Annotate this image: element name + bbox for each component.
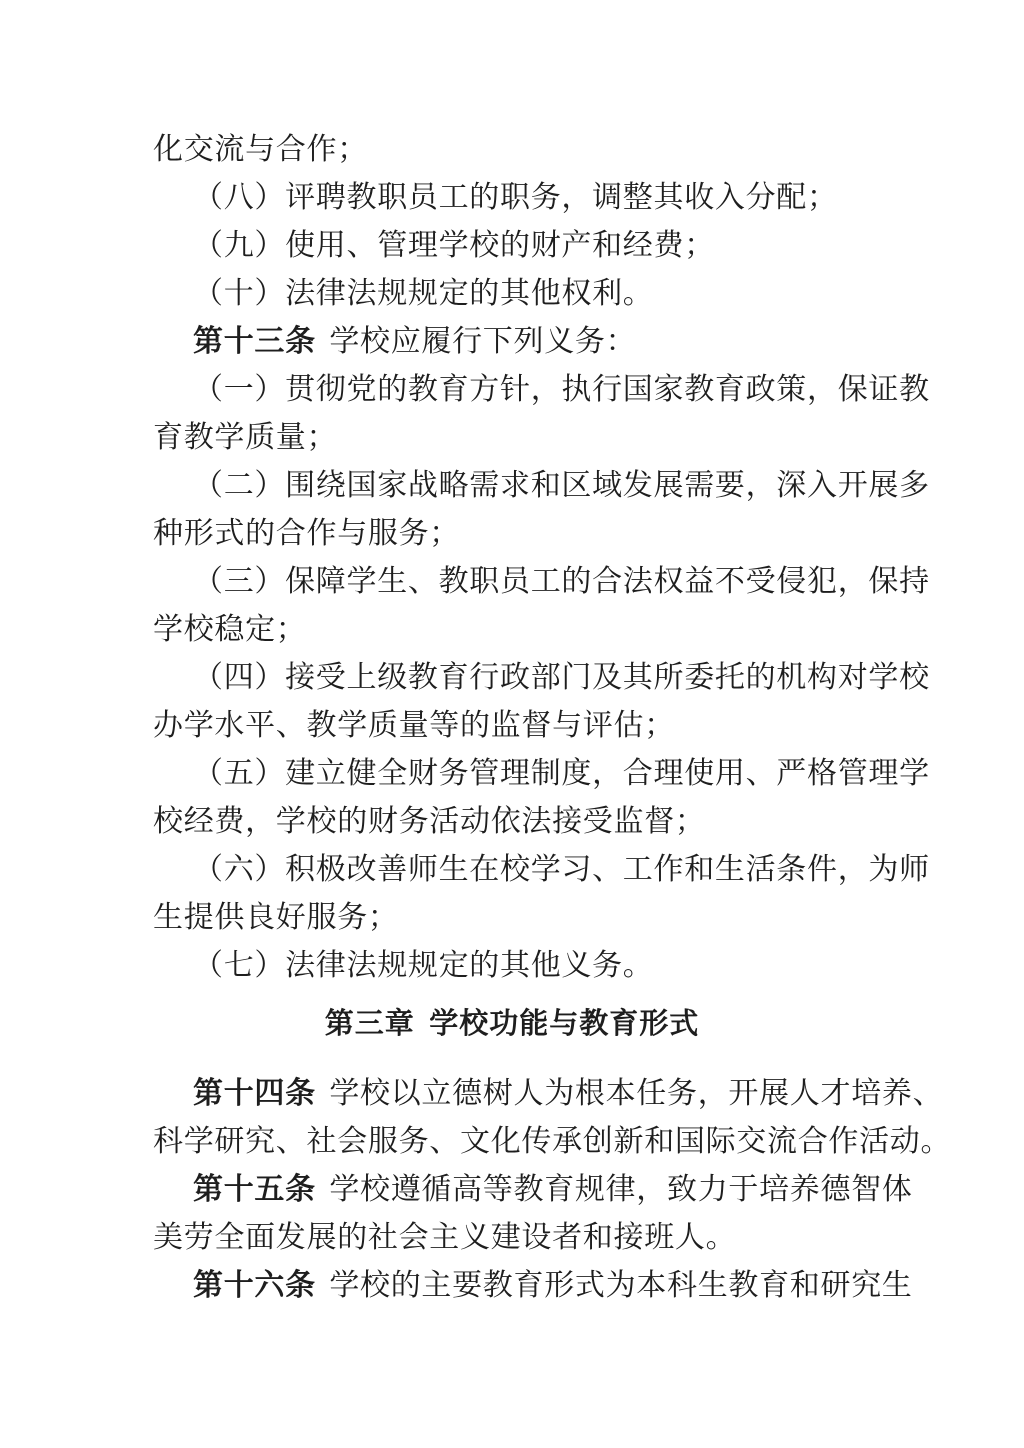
article-line [153,1166,933,1214]
list-item-line: （七）法律法规规定的其他义务。 [193,949,654,982]
list-item-line: （一）贯彻党的教育方针，执行国家教育政策，保证教 [193,373,930,406]
list-item-line: （八）评聘教职员工的职务，调整其收入分配； [193,181,838,214]
text-line: 学校稳定； [153,613,307,646]
list-item-line: （二）围绕国家战略需求和区域发展需要，深入开展多 [193,469,930,502]
list-item-line: （三）保障学生、教职员工的合法权益不受侵犯，保持 [193,565,930,598]
article-line [153,1262,933,1310]
article-line [153,1070,944,1118]
list-item-line: （九）使用、管理学校的财产和经费； [193,229,715,262]
document-text-block [153,126,952,1310]
article-text: 学校以立德树人为根本任务，开展人才培养、 [329,1077,944,1110]
article-line [153,318,933,366]
article-text: 学校的主要教育形式为本科生教育和研究生 [329,1269,913,1302]
article-number: 第十四条 [193,1077,316,1110]
text-line: 化交流与合作； [153,133,368,166]
article-text: 学校遵循高等教育规律，致力于培养德智体 [329,1173,913,1206]
article-number: 第十五条 [193,1173,316,1206]
chapter-number: 第三章 [324,1008,415,1040]
article-number: 第十三条 [193,325,316,358]
text-line: 育教学质量； [153,421,338,454]
list-item-line: （四）接受上级教育行政部门及其所委托的机构对学校 [193,661,930,694]
text-line: 办学水平、教学质量等的监督与评估； [153,709,675,742]
text-line: 美劳全面发展的社会主义建设者和接班人。 [153,1221,737,1254]
list-item-line: （十）法律法规规定的其他权利。 [193,277,654,310]
text-line: 校经费，学校的财务活动依法接受监督； [153,805,706,838]
article-text: 学校应履行下列义务： [329,325,637,358]
text-line: 科学研究、社会服务、文化传承创新和国际交流合作活动。 [153,1125,952,1158]
list-item-line: （五）建立健全财务管理制度，合理使用、严格管理学 [193,757,930,790]
chapter-title: 学校功能与教育形式 [429,1008,700,1040]
list-item-line: （六）积极改善师生在校学习、工作和生活条件，为师 [193,853,930,886]
chapter-heading [0,1000,1024,1048]
article-number: 第十六条 [193,1269,316,1302]
text-line: 种形式的合作与服务； [153,517,460,550]
text-line: 生提供良好服务； [153,901,399,934]
